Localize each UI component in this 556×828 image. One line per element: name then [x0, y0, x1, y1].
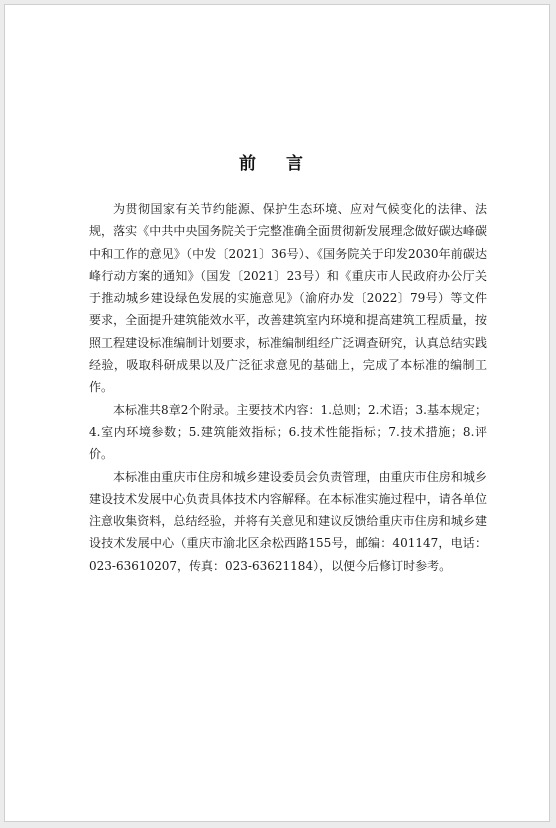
preface-body: [89, 198, 487, 577]
page-title: 前 言: [239, 154, 315, 174]
paragraph-background: 为贯彻国家有关节约能源、保护生态环境、应对气候变化的法律、法规，落实《中共中央国务院关于完整准确全面贯彻新发展理念做好碳达峰碳中和工作的意见》（中发〔2021〕36号）、《国务院关于印发2030年前碳达峰行动方案的通知》（国发〔2021〕23号）和《重庆市人民政府办公厅关于推动城乡建设绿色发展的实施意见》（渝府办发〔2022〕79号）等文件要求，全面提升建筑能效水平，改善建筑室内环境和提高建筑工程质量，按照工程建设标准编制计划要求，标准编制组经广泛调查研究，认真总结实践经验，吸取科研成果以及广泛征求意见的基础上，完成了本标准的编制工作。: [89, 202, 487, 395]
document-page: [4, 4, 550, 822]
paragraph-management: 本标准由重庆市住房和城乡建设委员会负责管理，由重庆市住房和城乡建设技术发展中心负责具体技术内容解释。在本标准实施过程中，请各单位注意收集资料，总结经验，并将有关意见和建议反馈给重庆市住房和城乡建设技术发展中心（重庆市渝北区余松西路155号，邮编：401147，电话：023-63610207，传真：023-63621184），以便今后修订时参考。: [89, 469, 487, 573]
paragraph-contents: 本标准共8章2个附录。主要技术内容：1.总则；2.术语；3.基本规定；4.室内环境参数；5.建筑能效指标；6.技术性能指标；7.技术措施；8.评价。: [89, 402, 487, 462]
